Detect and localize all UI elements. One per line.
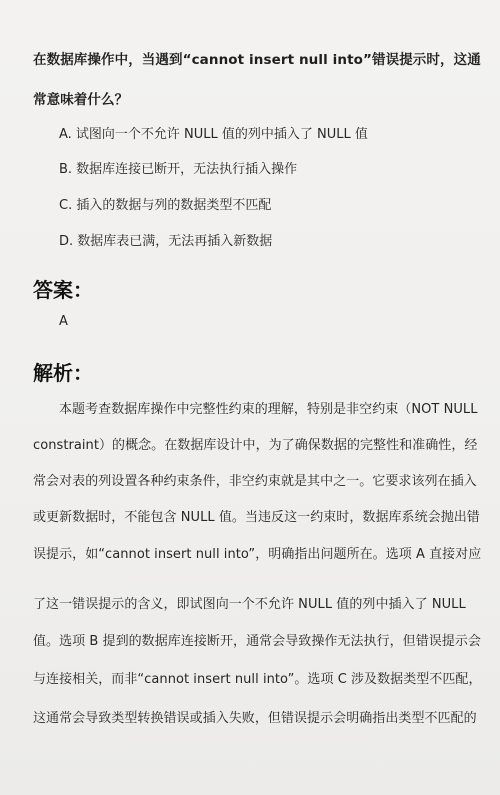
analysis-line-9: 这通常会导致类型转换错误或插入失败，但错误提示会明确指出类型不匹配的 — [33, 711, 477, 726]
analysis-line-1: 本题考查数据库操作中完整性约束的理解，特别是非空约束（NOT NULL — [59, 402, 478, 417]
analysis-heading: 解析： — [33, 361, 93, 385]
analysis-line-3: 常会对表的列设置各种约束条件，非空约束就是其中之一。它要求该列在插入 — [33, 474, 477, 489]
analysis-line-4: 或更新数据时，不能包含 NULL 值。当违反这一约束时，数据库系统会抛出错 — [33, 510, 480, 525]
question-line-1: 在数据库操作中，当遇到“cannot insert null into”错误提示时，这通 — [33, 52, 481, 68]
analysis-line-7: 值。选项 B 提到的数据库连接断开，通常会导致操作无法执行，但错误提示会 — [33, 634, 481, 649]
option-a: A. 试图向一个不允许 NULL 值的列中插入了 NULL 值 — [59, 127, 368, 142]
option-b: B. 数据库连接已断开，无法执行插入操作 — [59, 162, 298, 177]
analysis-line-2: constraint）的概念。在数据库设计中，为了确保数据的完整性和准确性，经 — [33, 438, 478, 453]
answer-value: A — [59, 314, 68, 329]
option-c: C. 插入的数据与列的数据类型不匹配 — [59, 198, 272, 213]
analysis-line-5: 误提示，如“cannot insert null into”，明确指出问题所在。选项 A 直接对应 — [33, 547, 482, 562]
analysis-line-8: 与连接相关，而非“cannot insert null into”。选项 C 涉及数据类型不匹配， — [33, 672, 482, 687]
answer-heading: 答案： — [33, 278, 93, 302]
analysis-line-6: 了这一错误提示的含义，即试图向一个不允许 NULL 值的列中插入了 NULL — [33, 597, 466, 612]
option-d: D. 数据库表已满，无法再插入新数据 — [59, 234, 273, 249]
question-line-2: 常意味着什么？ — [33, 92, 129, 108]
